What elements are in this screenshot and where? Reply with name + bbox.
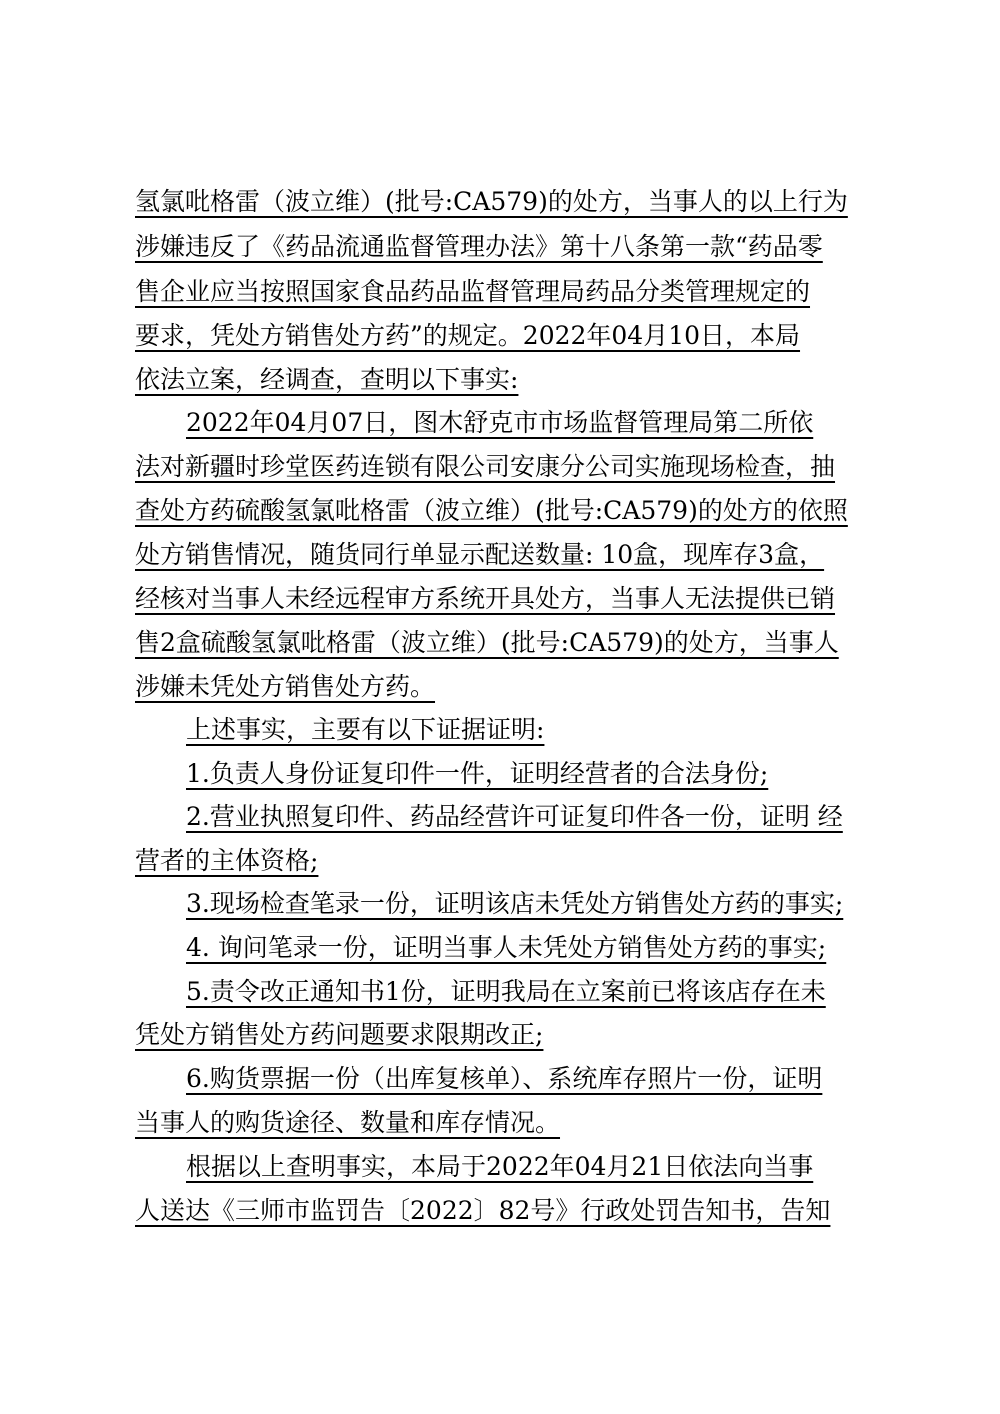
text-line-13: 上述事实，主要有以下证据证明: — [186, 715, 545, 744]
text-line-12: 涉嫌未凭处方销售处方药。 — [135, 672, 436, 701]
text-line-21: 6.购货票据一份（出库复核单）、系统库存照片一份，证明 — [186, 1064, 823, 1093]
text-line-20: 凭处方销售处方药问题要求限期改正; — [135, 1020, 544, 1049]
text-line-8: 查处方药硫酸氢氯吡格雷（波立维）(批号:CA579)的处方的依照 — [135, 496, 848, 525]
text-line-14: 1.负责人身份证复印件一件，证明经营者的合法身份; — [186, 759, 769, 788]
text-line-6: 2022年04月07日，图木舒克市市场监督管理局第二所依 — [186, 408, 814, 437]
text-line-7: 法对新疆时珍堂医药连锁有限公司安康分公司实施现场检查，抽 — [135, 452, 836, 481]
text-line-1: 氢氯吡格雷（波立维）(批号:CA579)的处方，当事人的以上行为 — [135, 187, 848, 216]
text-line-10: 经核对当事人未经远程审方系统开具处方，当事人无法提供已销 — [135, 584, 836, 613]
text-line-17: 3.现场检查笔录一份，证明该店未凭处方销售处方药的事实; — [186, 889, 844, 918]
text-line-15: 2.营业执照复印件、药品经营许可证复印件各一份，证明 经 — [186, 802, 843, 831]
text-line-22: 当事人的购货途径、数量和库存情况。 — [135, 1108, 561, 1137]
text-line-16: 营者的主体资格; — [135, 846, 319, 875]
text-line-18: 4. 询问笔录一份，证明当事人未凭处方销售处方药的事实; — [186, 933, 827, 962]
text-line-4: 要求，凭处方销售处方药”的规定。2022年04月10日，本局 — [135, 321, 801, 350]
text-line-11: 售2盒硫酸氢氯吡格雷（波立维）(批号:CA579)的处方，当事人 — [135, 628, 839, 657]
text-line-9: 处方销售情况，随货同行单显示配送数量: 10盒，现库存3盒， — [135, 540, 825, 569]
text-line-24: 人送达《三师市监罚告〔2022〕82号》行政处罚告知书，告知 — [135, 1196, 831, 1225]
text-line-23: 根据以上查明事实，本局于2022年04月21日依法向当事 — [186, 1152, 814, 1181]
text-line-2: 涉嫌违反了《药品流通监督管理办法》第十八条第一款“药品零 — [135, 232, 823, 261]
text-line-3: 售企业应当按照国家食品药品监督管理局药品分类管理规定的 — [135, 277, 811, 306]
text-line-19: 5.责令改正通知书1份，证明我局在立案前已将该店存在未 — [186, 977, 826, 1006]
text-line-5: 依法立案，经调查，查明以下事实: — [135, 365, 519, 394]
